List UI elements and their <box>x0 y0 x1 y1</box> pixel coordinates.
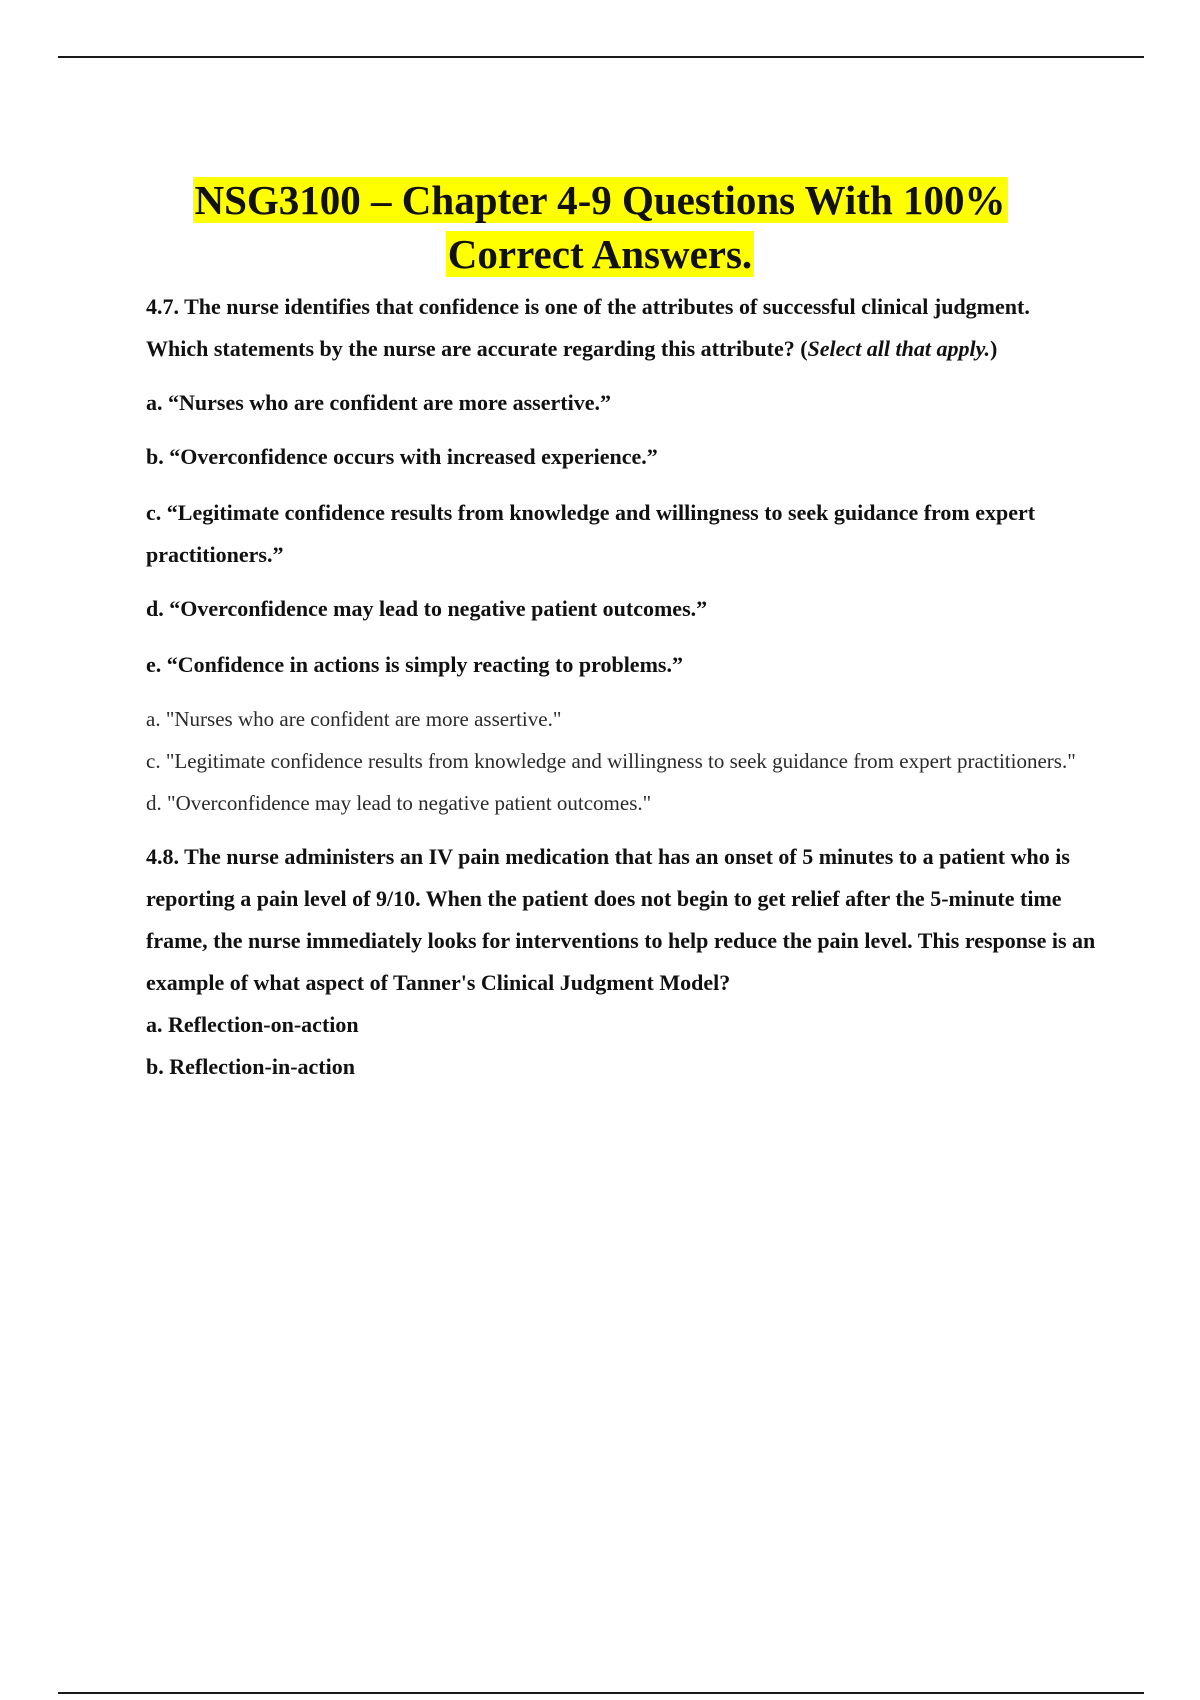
question-4-8-stem: 4.8. The nurse administers an IV pain medication that has an onset of 5 minutes to a patient who is reporting a pain level of 9/10. When the patient does not begin to get relief after the 5-minute time frame, the nurse immediately looks for interventions to help reduce the pain level. This response is an example of what aspect of Tanner's Clinical Judgment Model? <box>146 844 1096 995</box>
question-4-7-stem <box>146 286 1096 370</box>
question-stem-text: 4.7. The nurse identifies that confidence is one of the attributes of successful clinical judgment. Which statements by the nurse are accurate regarding this attribute? ( <box>146 294 1030 361</box>
option-b: b. “Overconfidence occurs with increased experience.” <box>146 444 658 469</box>
top-rule <box>58 56 1144 58</box>
answer-d: d. "Overconfidence may lead to negative patient outcomes." <box>146 791 652 815</box>
option-e: e. “Confidence in actions is simply reacting to problems.” <box>146 652 683 677</box>
document-body <box>146 286 1096 1088</box>
option-a: a. Reflection-on-action <box>146 1012 359 1037</box>
select-all-note: Select all that apply. <box>807 336 991 361</box>
option-c: c. “Legitimate confidence results from knowledge and willingness to seek guidance from expert practitioners.” <box>146 500 1036 567</box>
question-stem-end: ) <box>990 336 998 361</box>
page-title <box>60 173 1140 281</box>
bottom-rule <box>58 1692 1144 1694</box>
title-line-1: NSG3100 – Chapter 4-9 Questions With 100% <box>194 177 1006 224</box>
option-a: a. “Nurses who are confident are more assertive.” <box>146 390 611 415</box>
answer-a: a. "Nurses who are confident are more assertive." <box>146 707 562 731</box>
option-d: d. “Overconfidence may lead to negative patient outcomes.” <box>146 596 708 621</box>
title-line-2: Correct Answers. <box>447 231 753 278</box>
option-b: b. Reflection-in-action <box>146 1054 355 1079</box>
answer-block <box>146 698 1096 824</box>
answer-c: c. "Legitimate confidence results from knowledge and willingness to seek guidance from expert practitioners." <box>146 749 1076 773</box>
